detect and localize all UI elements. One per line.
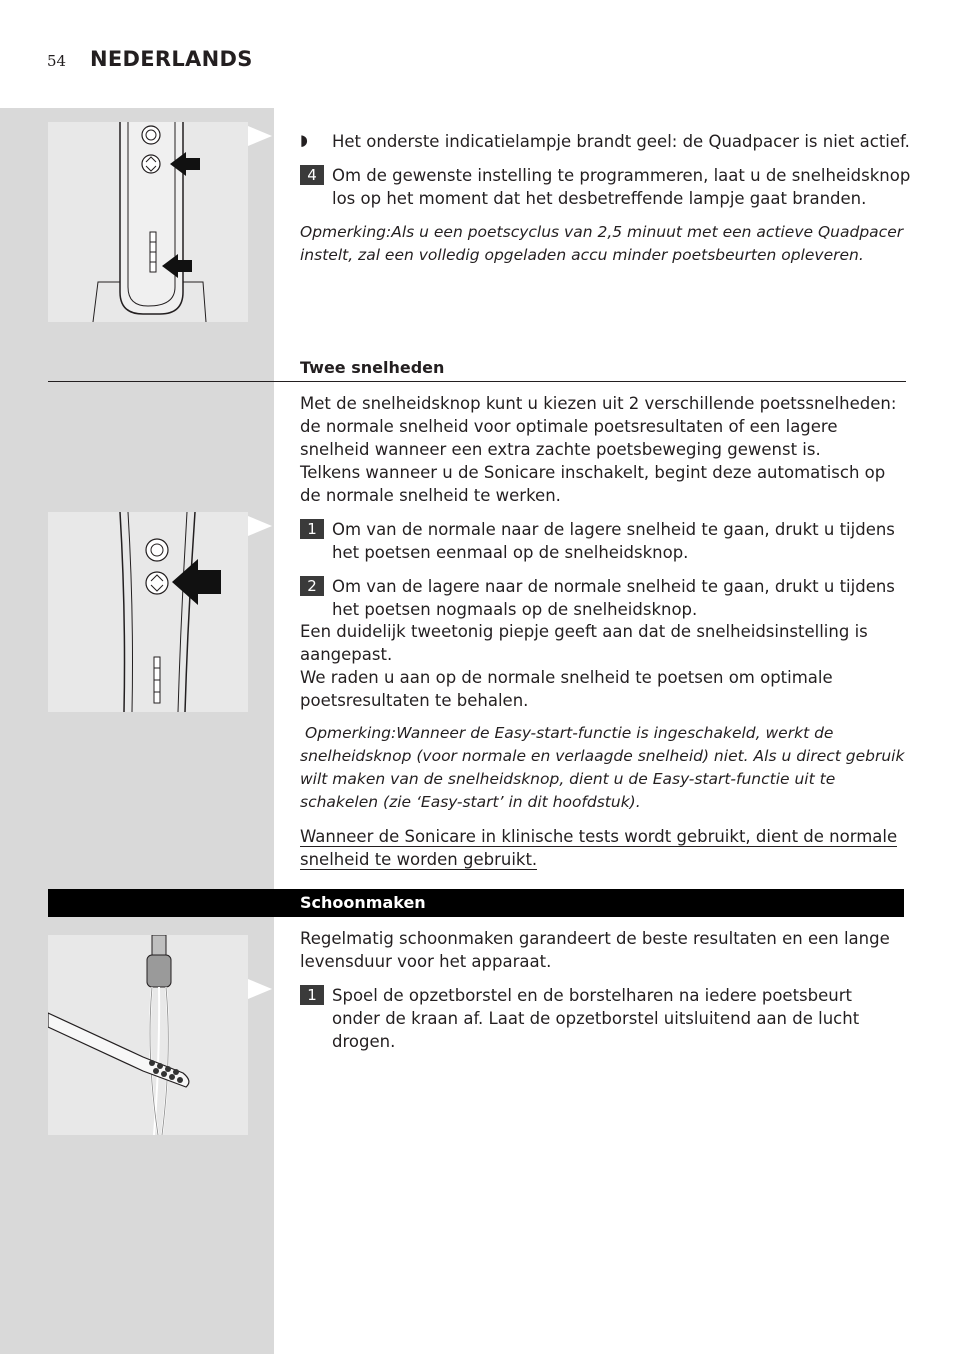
figure-pointer	[248, 979, 272, 999]
step-number: 1	[300, 985, 324, 1005]
step-text: Spoel de opzetborstel en de borstelharen na iedere poetsbeurt onder de kraan af. Laat de opzetborstel uitsluitend aan de lucht drogen.	[332, 986, 860, 1051]
page-number: 54	[47, 52, 67, 70]
section-divider	[48, 381, 906, 382]
paragraph: Een duidelijk tweetonig piepje geeft aan dat de snelheidsinstelling is aangepast.	[300, 622, 868, 664]
step-text: Om van de normale naar de lagere snelheid te gaan, drukt u tijdens het poetsen eenmaal op de snelheidsknop.	[332, 520, 895, 562]
figure-pointer	[248, 516, 272, 536]
toothbrush-handle-illustration	[48, 122, 248, 322]
brush-rinse-illustration	[48, 935, 248, 1135]
section-heading-bar	[48, 889, 904, 917]
paragraph: Met de snelheidsknop kunt u kiezen uit 2 verschillende poetssnelheden: de normale snelheid voor optimale poetsresultaten of een lagere snelheid wanneer een extra zachte poetsbeweging gewenst is.	[300, 394, 897, 459]
step-number: 2	[300, 576, 324, 596]
clinical-note-text: Wanneer de Sonicare in klinische tests wordt gebruikt, dient de normale snelheid te worden gebruikt.	[300, 827, 898, 869]
paragraph: We raden u aan op de normale snelheid te poetsen om optimale poetsresultaten te behalen.	[300, 668, 833, 710]
section-heading: Twee snelheden	[300, 358, 445, 377]
step-text: Om van de lagere naar de normale snelheid te gaan, drukt u tijdens het poetsen nogmaals op de snelheidsknop.	[332, 577, 895, 619]
step-text: Om de gewenste instelling te programmeren, laat u de snelheidsknop los op het moment dat het desbetreffende lampje gaat branden.	[332, 166, 911, 208]
language-title: NEDERLANDS	[90, 47, 253, 71]
figure-pointer	[248, 126, 272, 146]
clinical-note	[300, 825, 910, 871]
bullet-text: Het onderste indicatielampje brandt geel: de Quadpacer is niet actief.	[332, 132, 910, 151]
toothbrush-handle-illustration	[48, 512, 248, 712]
step-number: 1	[300, 519, 324, 539]
step-number: 4	[300, 165, 324, 185]
paragraph: Regelmatig schoonmaken garandeert de beste resultaten en een lange levensduur voor het apparaat.	[300, 929, 890, 971]
note: Opmerking:Wanneer de Easy-start-functie is ingeschakeld, werkt de snelheidsknop (voor normale en verlaagde snelheid) niet. Als u direct gebruik wilt maken van de snelheidsknop, dient u de Easy-start-functie uit te schakelen (zie ‘Easy-start’ in dit hoofdstuk).	[300, 724, 905, 811]
bullet-icon: ◗	[300, 131, 308, 149]
paragraph: Telkens wanneer u de Sonicare inschakelt, begint deze automatisch op de normale snelheid te werken.	[300, 463, 886, 505]
section-heading: Schoonmaken	[300, 893, 426, 912]
note: Opmerking:Als u een poetscyclus van 2,5 minuut met een actieve Quadpacer instelt, zal een volledig opgeladen accu minder poetsbeurten opleveren.	[300, 223, 904, 264]
